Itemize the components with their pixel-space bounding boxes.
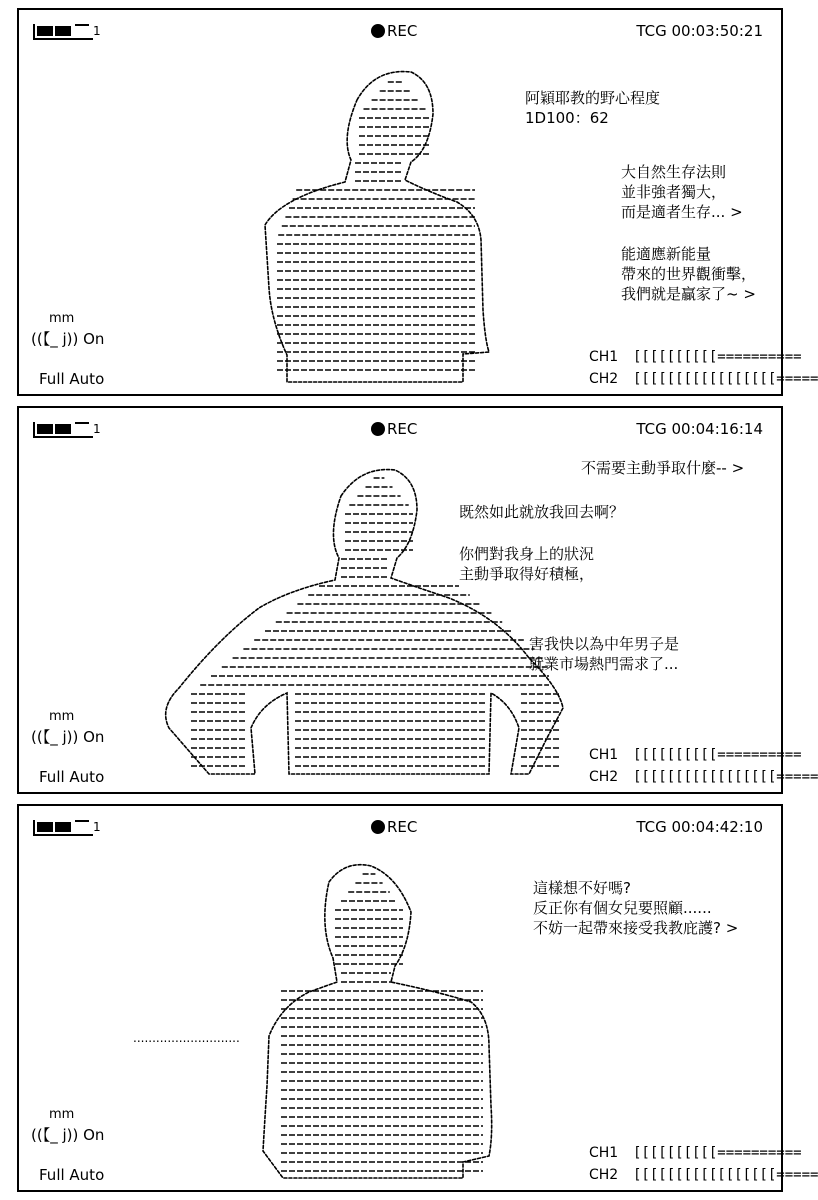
ch2-meter: [[[[[[[[[[[[[[[[[===== [633, 1167, 818, 1183]
ch1-label: CH1 [589, 1145, 619, 1161]
ch2-label: CH2 [589, 371, 619, 387]
ch1-meter: [[[[[[[[[[========== [633, 747, 802, 763]
timecode: TCG 00:04:16:14 [636, 420, 763, 438]
dialogue-1: 阿穎耶教的野心程度 1D100：62 [525, 89, 661, 127]
ch1-meter: [[[[[[[[[[========== [633, 349, 802, 365]
mode-label: Full Auto [39, 370, 105, 388]
ch1-meter: [[[[[[[[[[========== [633, 1145, 802, 1161]
mode-label: Full Auto [39, 768, 105, 786]
battery-level: 1 [93, 820, 101, 834]
ascii-figure-turned [19, 806, 785, 1194]
rec-label: REC [387, 22, 418, 40]
timecode: TCG 00:03:50:21 [636, 22, 763, 40]
ch2-meter: [[[[[[[[[[[[[[[[[===== [633, 371, 818, 387]
dialogue-1: 不需要主動爭取什麼-- > [581, 459, 745, 477]
ch2-label: CH2 [589, 1167, 619, 1183]
ch2-meter: [[[[[[[[[[[[[[[[[===== [633, 769, 818, 785]
ch2-label: CH2 [589, 769, 619, 785]
camera-panel-3 [17, 804, 818, 1192]
battery-level: 1 [93, 422, 101, 436]
rec-label: REC [387, 420, 418, 438]
dialogue-4: 害我快以為中年男子是 就業市場熱門需求了... [529, 635, 680, 673]
ellipsis-speech: ............................ [133, 1031, 240, 1045]
stabilizer-status: ((【_ j)) On [31, 1126, 105, 1144]
rec-label: REC [387, 818, 418, 836]
timecode: TCG 00:04:42:10 [636, 818, 763, 836]
audio-ch2 [589, 1166, 818, 1184]
stabilizer-indicator: mm [49, 311, 75, 326]
stabilizer-indicator: mm [49, 1107, 75, 1122]
dialogue-1: 這樣想不好嗎? 反正你有個女兒要照顧...... 不妨一起帶來接受我教庇護? > [533, 879, 739, 937]
ch1-label: CH1 [589, 747, 619, 763]
stabilizer-status: ((【_ j)) On [31, 330, 105, 348]
audio-ch1 [589, 1144, 802, 1162]
battery-level: 1 [93, 24, 101, 38]
ch1-label: CH1 [589, 349, 619, 365]
stabilizer-indicator: mm [49, 709, 75, 724]
dialogue-3: 你們對我身上的狀況 主動爭取得好積極， [459, 545, 595, 583]
camera-panel-2 [17, 406, 818, 794]
camera-panel-1 [17, 8, 818, 396]
audio-ch1 [589, 348, 802, 366]
audio-ch2 [589, 768, 818, 786]
dialogue-3: 能適應新能量 帶來的世界觀衝擊， 我們就是贏家了~ > [621, 245, 757, 303]
dialogue-2: 既然如此就放我回去啊？ [459, 503, 625, 521]
dialogue-2: 大自然生存法則 並非強者獨大， 而是適者生存... > [621, 163, 743, 221]
mode-label: Full Auto [39, 1166, 105, 1184]
audio-ch1 [589, 746, 802, 764]
stabilizer-status: ((【_ j)) On [31, 728, 105, 746]
audio-ch2 [589, 370, 818, 388]
